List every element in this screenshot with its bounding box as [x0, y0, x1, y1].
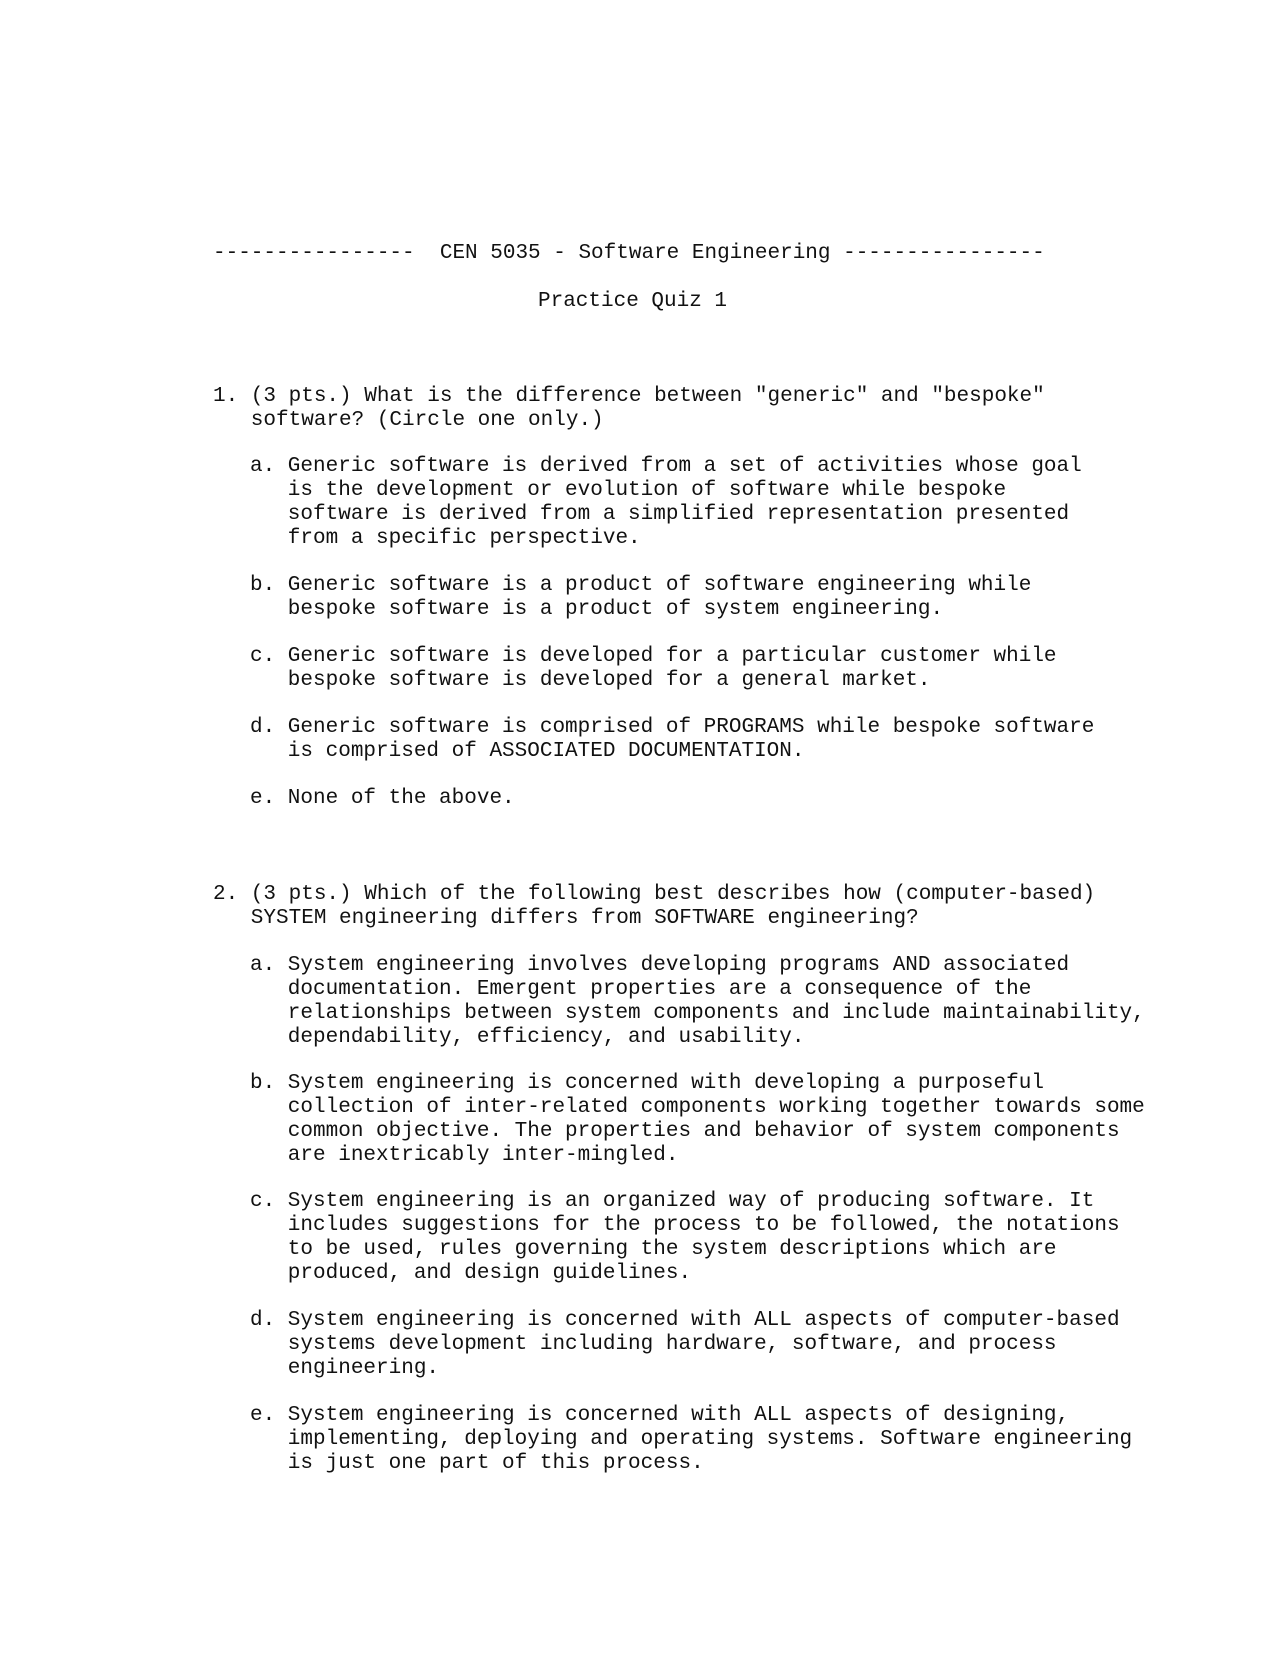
option-text: engineering. [250, 1357, 440, 1380]
option-text: is just one part of this process. [250, 1452, 704, 1475]
option-text: bespoke software is a product of system engineering. [250, 598, 944, 621]
option-text: from a specific perspective. [250, 527, 641, 550]
option-text: software is derived from a simplified representation presented [250, 503, 1070, 526]
question-2-line-1: 2. (3 pts.) Which of the following best describes how (computer-based) [213, 883, 1096, 906]
option-text: is the development or evolution of software while bespoke [250, 479, 1007, 502]
option-text: c. System engineering is an organized way of producing software. It [250, 1190, 1095, 1213]
option-text: c. Generic software is developed for a particular customer while [250, 645, 1057, 668]
option-text: b. System engineering is concerned with developing a purposeful [250, 1072, 1044, 1095]
option-text: d. Generic software is comprised of PROGRAMS while bespoke software [250, 716, 1095, 739]
option-text: collection of inter-related components working together towards some [250, 1096, 1145, 1119]
question-2-line-2: SYSTEM engineering differs from SOFTWARE engineering? [213, 907, 919, 930]
option-text: common objective. The properties and behavior of system components [250, 1120, 1120, 1143]
option-text: e. System engineering is concerned with ALL aspects of designing, [250, 1404, 1070, 1427]
option-text: produced, and design guidelines. [250, 1262, 692, 1285]
quiz-title: Practice Quiz 1 [538, 290, 728, 313]
option-text: is comprised of ASSOCIATED DOCUMENTATION. [250, 740, 805, 763]
option-text: a. Generic software is derived from a set of activities whose goal [250, 455, 1082, 478]
option-text: bespoke software is developed for a general market. [250, 669, 931, 692]
option-text: are inextricably inter-mingled. [250, 1144, 679, 1167]
option-text: a. System engineering involves developing programs AND associated [250, 954, 1070, 977]
option-text: b. Generic software is a product of software engineering while [250, 574, 1032, 597]
option-text: systems development including hardware, software, and process [250, 1333, 1057, 1356]
course-title-line: ---------------- CEN 5035 - Software Engineering ---------------- [213, 242, 1045, 265]
option-text: d. System engineering is concerned with ALL aspects of computer-based [250, 1309, 1120, 1332]
option-text: documentation. Emergent properties are a consequence of the [250, 978, 1032, 1001]
question-1-line-1: 1. (3 pts.) What is the difference between "generic" and "bespoke" [213, 385, 1045, 408]
option-text: includes suggestions for the process to be followed, the notations [250, 1214, 1120, 1237]
question-1-line-2: software? (Circle one only.) [213, 409, 604, 432]
option-text: e. None of the above. [250, 787, 515, 810]
option-text: to be used, rules governing the system descriptions which are [250, 1238, 1057, 1261]
option-text: implementing, deploying and operating systems. Software engineering [250, 1428, 1133, 1451]
option-text: relationships between system components and include maintainability, [250, 1002, 1145, 1025]
option-text: dependability, efficiency, and usability. [250, 1026, 805, 1049]
